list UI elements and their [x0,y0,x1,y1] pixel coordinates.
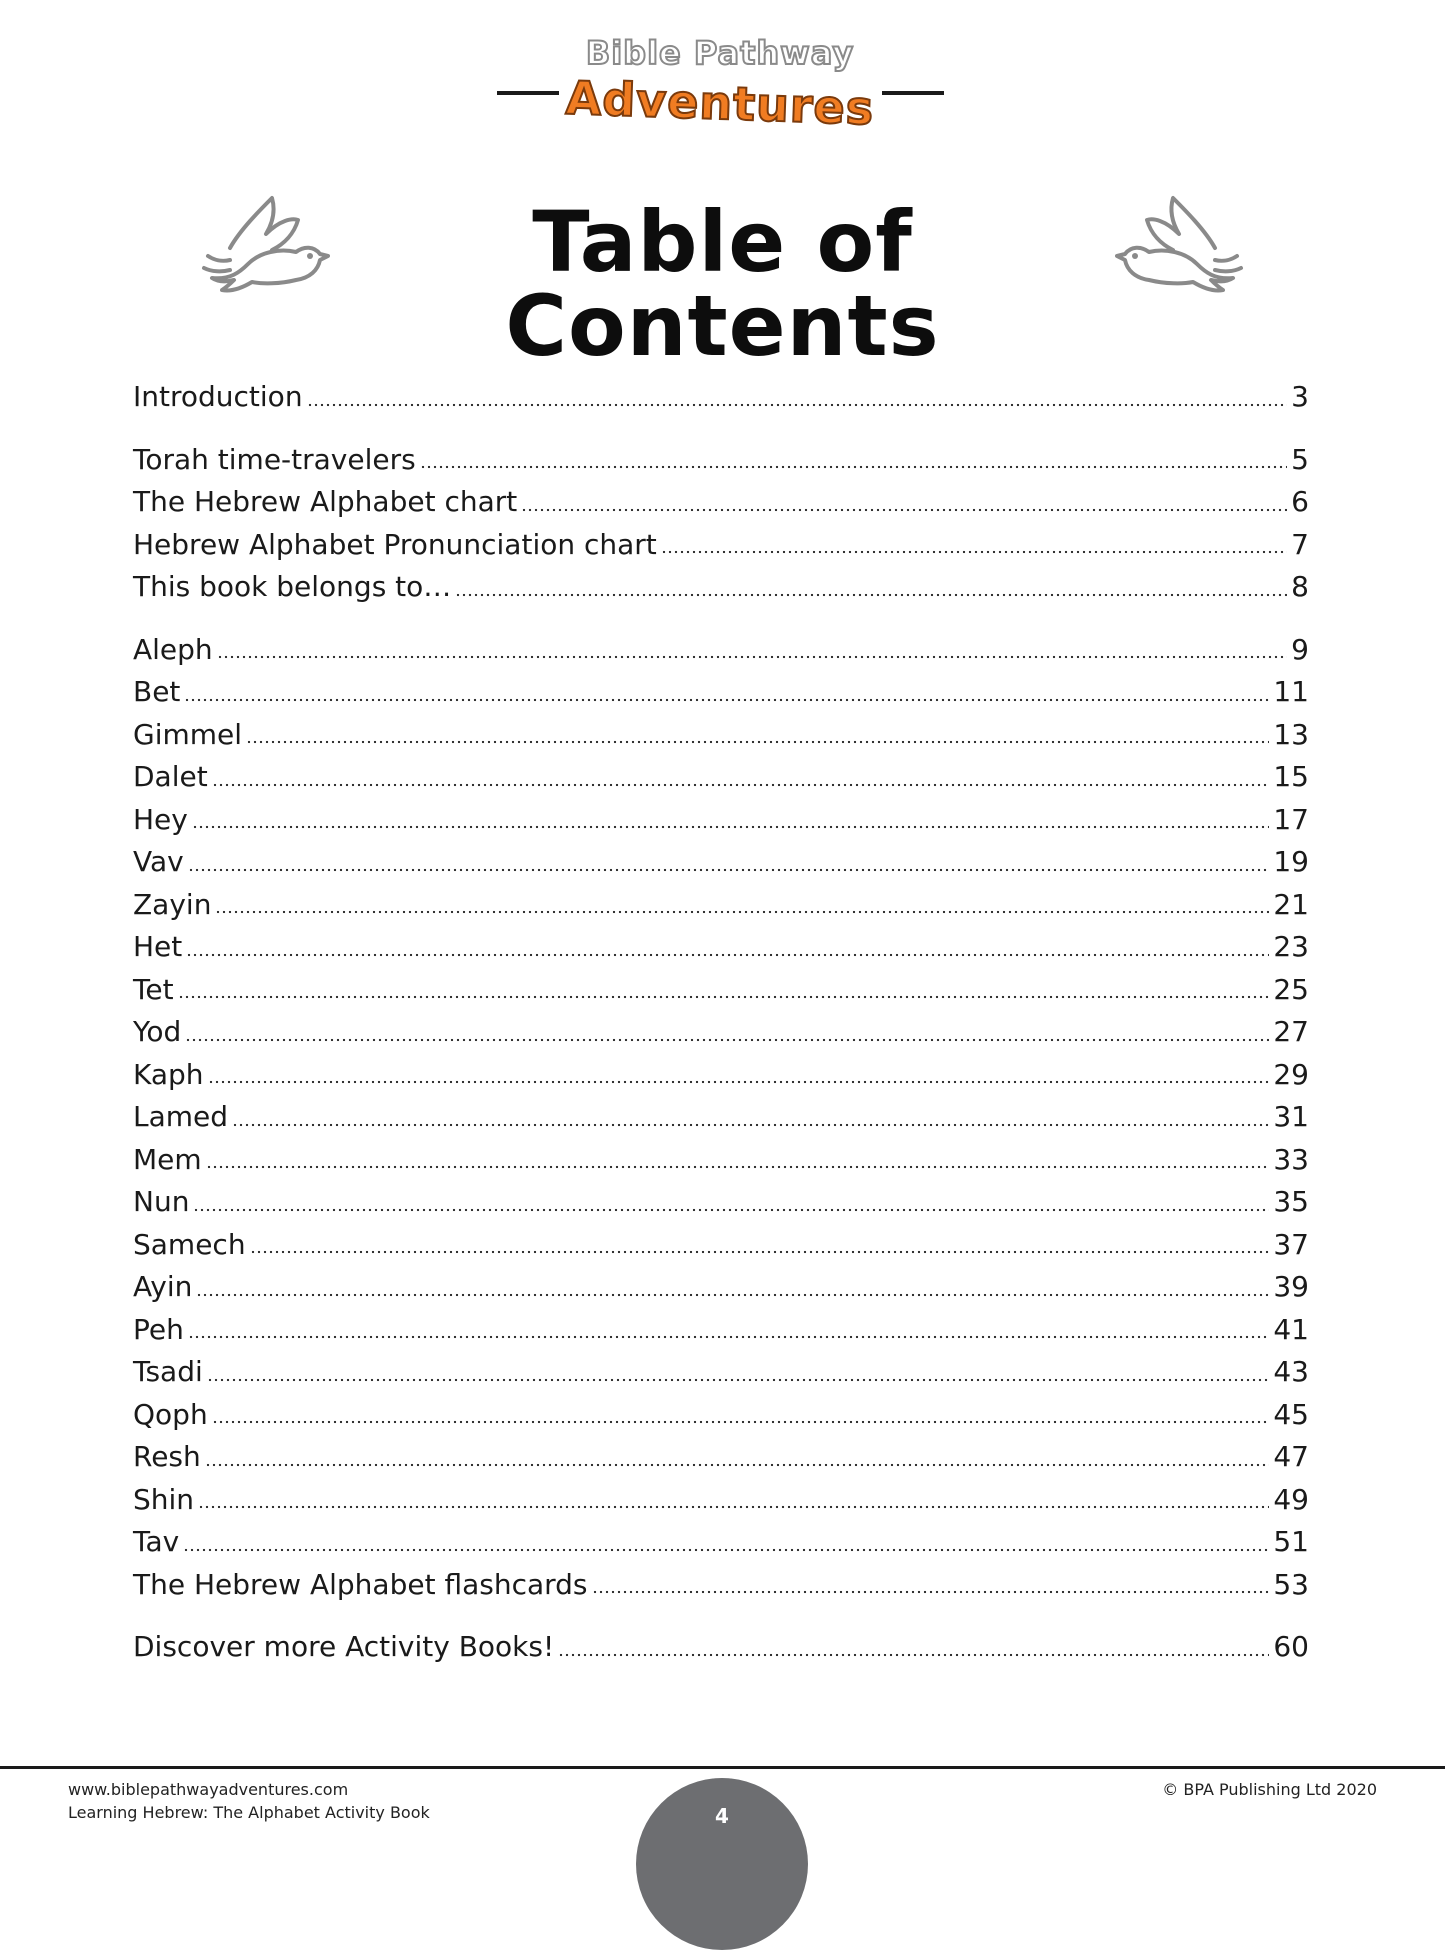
toc-dot-leader [205,1463,1270,1467]
toc-entry[interactable] [133,1011,1309,1054]
toc-entry[interactable] [133,439,1309,482]
toc-entry-page: 29 [1273,1057,1309,1091]
toc-entry-label: Tsadi [133,1355,203,1388]
toc-entry-label: Hey [133,802,188,836]
toc-entry-label: Mem [133,1142,202,1176]
page-title: Table of Contents [505,193,940,375]
toc-entry-page: 7 [1291,527,1309,561]
toc-dot-leader [455,593,1287,597]
toc-entry-label: Yod [133,1015,182,1048]
toc-dot-leader [198,1505,1269,1509]
page-number: 4 [715,1804,729,1828]
toc-group [133,629,1309,1607]
toc-entry[interactable] [133,629,1309,672]
toc-entry-page: 41 [1273,1312,1309,1346]
toc-entry-page: 6 [1291,485,1309,518]
toc-dot-leader [193,1208,1269,1212]
toc-entry[interactable] [133,1266,1309,1309]
toc-entry[interactable] [133,1096,1309,1139]
toc-entry-label: Ayin [133,1270,193,1303]
toc-entry[interactable] [133,756,1309,799]
toc-entry-page: 13 [1273,717,1309,751]
toc-entry-page: 35 [1273,1185,1309,1218]
toc-entry[interactable] [133,1626,1309,1669]
toc-entry[interactable] [133,1224,1309,1267]
toc-dot-leader [217,655,1287,659]
table-of-contents [133,376,1309,1669]
toc-entry-label: Qoph [133,1397,208,1431]
toc-entry[interactable] [133,1054,1309,1097]
toc-entry[interactable] [133,524,1309,567]
toc-entry[interactable] [133,376,1309,419]
toc-dot-leader [307,403,1288,407]
toc-dot-leader [183,1548,1269,1552]
toc-entry[interactable] [133,1521,1309,1564]
toc-entry[interactable] [133,1351,1309,1394]
toc-entry-page: 23 [1273,930,1309,963]
toc-dot-leader [250,1250,1270,1254]
footer-copyright: © BPA Publishing Ltd 2020 [1162,1780,1377,1799]
toc-entry-page: 17 [1273,802,1309,836]
toc-entry-page: 60 [1273,1630,1309,1663]
logo-top-text: Bible Pathway [585,34,855,72]
toc-dot-leader [521,508,1287,512]
toc-dot-leader [246,740,1269,744]
logo-rule-right [882,91,944,95]
toc-group [133,1626,1309,1669]
toc-dot-leader [212,783,1270,787]
toc-dot-leader [186,953,1269,957]
toc-dot-leader [184,698,1269,702]
toc-entry-label: Tet [133,972,174,1006]
dove-icon [1115,190,1245,300]
toc-dot-leader [232,1123,1269,1127]
toc-group [133,439,1309,609]
toc-entry[interactable] [133,1479,1309,1522]
toc-entry-label: Aleph [133,632,213,666]
toc-entry-label: This book belongs to… [133,570,452,603]
toc-entry[interactable] [133,1139,1309,1182]
toc-entry-page: 5 [1291,442,1309,476]
toc-dot-leader [212,1420,1270,1424]
toc-entry-page: 51 [1273,1525,1309,1558]
toc-entry-label: Hebrew Alphabet Pronunciation chart [133,527,657,561]
toc-dot-leader [206,1165,1270,1169]
toc-dot-leader [215,910,1269,914]
toc-entry-label: Dalet [133,760,208,793]
toc-entry[interactable] [133,926,1309,969]
toc-dot-leader [185,1038,1269,1042]
toc-dot-leader [558,1653,1269,1657]
toc-entry-label: Gimmel [133,717,243,751]
toc-entry[interactable] [133,884,1309,927]
toc-entry[interactable] [133,1394,1309,1437]
toc-entry-page: 19 [1273,845,1309,878]
toc-entry[interactable] [133,671,1309,714]
toc-dot-leader [188,1335,1270,1339]
toc-entry-label: Introduction [133,380,303,413]
toc-group [133,376,1309,419]
toc-entry[interactable] [133,714,1309,757]
toc-entry-page: 21 [1273,887,1309,921]
toc-entry-page: 49 [1273,1482,1309,1516]
toc-entry-label: Resh [133,1440,201,1473]
toc-entry-label: Samech [133,1227,246,1261]
toc-entry-label: Tav [133,1525,180,1558]
toc-dot-leader [208,1080,1270,1084]
toc-dot-leader [207,1378,1270,1382]
toc-entry-page: 39 [1273,1270,1309,1303]
toc-dot-leader [188,868,1270,872]
toc-entry-label: Peh [133,1312,184,1346]
toc-entry-label: Vav [133,845,184,878]
toc-entry[interactable] [133,1564,1309,1607]
toc-dot-leader [661,550,1287,554]
brand-logo [0,28,1445,138]
dove-icon [200,190,330,300]
toc-entry-label: Zayin [133,887,212,921]
toc-entry-label: The Hebrew Alphabet chart [133,485,518,518]
toc-entry-page: 8 [1291,570,1309,603]
footer-left [68,1778,430,1824]
toc-entry-page: 43 [1273,1355,1309,1388]
toc-entry-page: 15 [1273,760,1309,793]
toc-entry-label: Nun [133,1185,190,1218]
toc-dot-leader [178,995,1270,999]
toc-dot-leader [592,1590,1270,1594]
toc-dot-leader [192,825,1270,829]
toc-entry[interactable] [133,1181,1309,1224]
toc-entry-label: Shin [133,1482,195,1516]
toc-entry-page: 33 [1273,1142,1309,1176]
toc-entry-page: 3 [1291,380,1309,413]
footer-book-title: Learning Hebrew: The Alphabet Activity Book [68,1803,430,1822]
toc-entry-page: 25 [1273,972,1309,1006]
toc-entry-label: Bet [133,675,181,708]
toc-entry[interactable] [133,841,1309,884]
toc-entry-label: Kaph [133,1057,204,1091]
toc-entry-page: 9 [1291,632,1309,666]
toc-entry-label: Lamed [133,1100,229,1133]
toc-entry-label: Discover more Activity Books! [133,1630,555,1663]
toc-entry-page: 37 [1273,1227,1309,1261]
toc-entry[interactable] [133,566,1309,609]
toc-entry-page: 27 [1273,1015,1309,1048]
toc-dot-leader [420,465,1287,469]
toc-entry-label: Het [133,930,183,963]
toc-entry[interactable] [133,969,1309,1012]
toc-entry[interactable] [133,1436,1309,1479]
title-row [0,190,1445,375]
footer-divider [0,1766,1445,1769]
toc-entry-page: 47 [1273,1440,1309,1473]
toc-entry-label: Torah time-travelers [133,442,416,476]
footer-website[interactable]: www.biblepathwayadventures.com [68,1780,349,1799]
logo-bottom-text: Adventures [564,70,876,136]
toc-entry[interactable] [133,481,1309,524]
toc-entry-page: 11 [1273,675,1309,708]
toc-entry-page: 45 [1273,1397,1309,1431]
toc-entry[interactable] [133,799,1309,842]
toc-entry[interactable] [133,1309,1309,1352]
toc-dot-leader [196,1293,1269,1297]
logo-rule-left [497,91,559,95]
toc-entry-page: 53 [1273,1567,1309,1601]
toc-entry-label: The Hebrew Alphabet flashcards [133,1567,588,1601]
toc-entry-page: 31 [1273,1100,1309,1133]
